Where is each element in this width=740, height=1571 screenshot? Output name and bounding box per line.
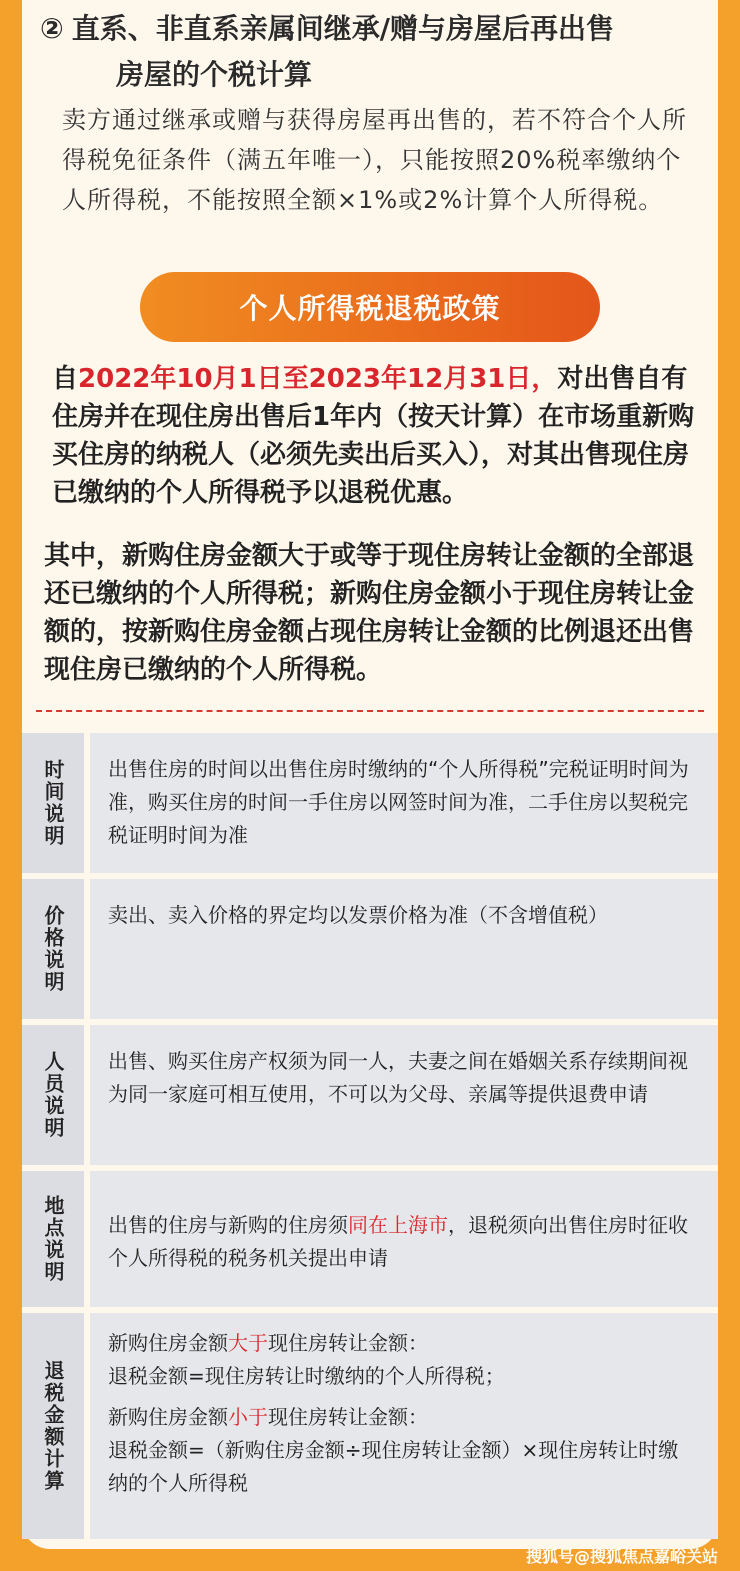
row-label: 地点说明 (22, 1171, 84, 1307)
row-text: 出售、购买住房产权须为同一人，夫妻之间在婚姻关系存续期间视为同一家庭可相互使用，不可以为父母、亲属等提供退费申请 (90, 1025, 718, 1165)
formula-b: 退税金额=（新购住房金额÷现住房转让金额）×现住房转让时缴纳的个人所得税 (108, 1438, 679, 1495)
location-highlight: 同在上海市 (348, 1213, 448, 1237)
less-than-highlight: 小于 (228, 1405, 268, 1429)
policy-paragraph-1 (52, 360, 702, 512)
table-row-refund-calc (22, 1313, 718, 1539)
table-row-location (22, 1171, 718, 1307)
policy-paragraph-2: 其中，新购住房金额大于或等于现住房转让金额的全部退还已缴纳的个人所得税；新购住房金额小于现住房转让金额的，按新购住房金额占现住房转让金额的比例退还出售现住房已缴纳的个人所得税。 (44, 541, 695, 685)
table-row-personnel (22, 1025, 718, 1165)
section-title-line1: 直系、非直系亲属间继承/赠与房屋后再出售 (71, 12, 614, 45)
section-title (40, 6, 710, 98)
greater-than-highlight: 大于 (228, 1331, 268, 1355)
row-label: 时间说明 (22, 733, 84, 873)
dashed-divider (36, 710, 704, 712)
policy-title-badge: 个人所得税退税政策 (140, 272, 600, 342)
row-text: 新购住房金额大于现住房转让金额： 退税金额=现住房转让时缴纳的个人所得税； 新购住房金额小于现住房转让金额： 退税金额=（新购住房金额÷现住房转让金额）×现住房转让时缴纳的个人所得税 (90, 1313, 718, 1539)
watermark: 搜狐号@搜狐焦点嘉峪关站 (525, 1547, 718, 1566)
formula-a: 退税金额=现住房转让时缴纳的个人所得税； (108, 1364, 505, 1388)
row-text: 卖出、卖入价格的界定均以发票价格为准（不含增值税） (90, 879, 718, 1019)
section-number: ② (40, 12, 64, 45)
table-row-price (22, 879, 718, 1019)
row-label: 退税金额计算 (22, 1313, 84, 1539)
para1-rest: 对出售自有住房并在现住房出售后1年内（按天计算）在市场重新购买住房的纳税人（必须先卖出后买入），对其出售现住房已缴纳的个人所得税予以退税优惠。 (52, 364, 695, 508)
section-title-line2: 房屋的个税计算 (116, 58, 313, 91)
row-label: 价格说明 (22, 879, 84, 1019)
table-row-time (22, 733, 718, 873)
policy-date-range: 2022年10月1日至2023年12月31日， (78, 364, 558, 394)
row-label: 人员说明 (22, 1025, 84, 1165)
row-text: 出售住房的时间以出售住房时缴纳的“个人所得税”完税证明时间为准，购买住房的时间一手住房以网签时间为准，二手住房以契税完税证明时间为准 (90, 733, 718, 873)
row-text: 出售的住房与新购的住房须同在上海市，退税须向出售住房时征收个人所得税的税务机关提出申请 (90, 1171, 718, 1307)
para1-prefix: 自 (52, 364, 79, 394)
section-intro: 卖方通过继承或赠与获得房屋再出售的，若不符合个人所得税免征条件（满五年唯一），只能按照20%税率缴纳个人所得税，不能按照全额×1%或2%计算个人所得税。 (62, 106, 687, 214)
